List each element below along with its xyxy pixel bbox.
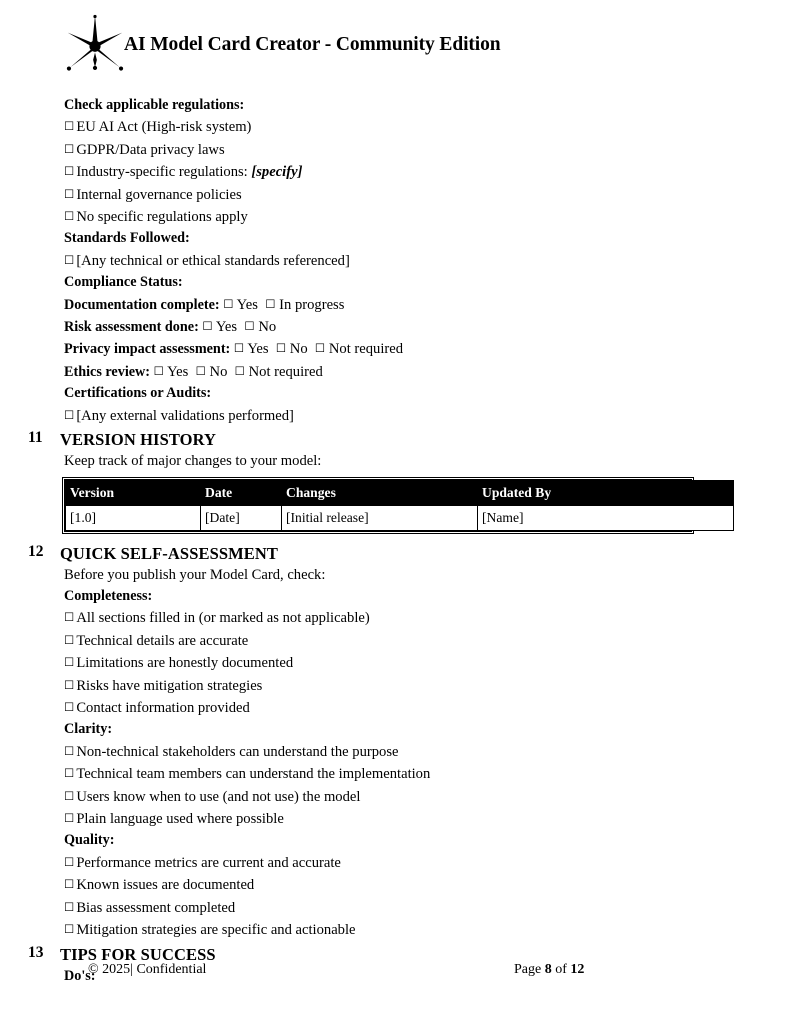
checkbox-label: [Any external validations performed] [76,407,294,424]
checkbox-label: Yes [247,341,269,358]
page-title: AI Model Card Creator - Community Edition [124,34,501,56]
checkbox-item[interactable] [64,161,788,183]
compliance-status-row [64,338,788,360]
checkbox-item[interactable] [64,763,788,785]
checkbox-icon[interactable]: ☐ [64,877,75,892]
footer-copyright: © 2025| [88,962,133,977]
document-body [0,95,788,988]
checkbox-icon[interactable]: ☐ [202,319,213,334]
checkbox-item[interactable] [64,852,788,874]
checkbox-icon[interactable]: ☐ [244,319,255,334]
checkbox-icon[interactable]: ☐ [64,632,75,647]
checkbox-icon[interactable]: ☐ [64,407,75,422]
checkbox-label: GDPR/Data privacy laws [76,141,225,158]
checkbox-label: All sections filled in (or marked as not applicable) [76,610,370,627]
checkbox-item[interactable] [64,630,788,652]
standards-label: Standards Followed: [64,230,190,247]
checkbox-item[interactable] [64,607,788,629]
table-header-row [66,480,734,505]
version-history-table [65,480,734,531]
section-title: VERSION HISTORY [60,430,217,450]
checkbox-label: Known issues are documented [76,877,255,894]
checkbox-icon[interactable]: ☐ [223,296,234,311]
group-label-completeness: Completeness: [64,587,153,604]
checkbox-item[interactable] [64,874,788,896]
self-assessment-subtitle: Before you publish your Model Card, check: [64,566,326,583]
group-label-quality: Quality: [64,832,115,849]
checkbox-label: Internal governance policies [76,186,242,203]
checkbox-icon[interactable]: ☐ [64,655,75,670]
checkbox-label: Mitigation strategies are specific and actionable [76,922,356,938]
checkbox-icon[interactable]: ☐ [64,141,75,156]
checkbox-item[interactable] [64,250,788,272]
section-version-history [0,429,788,451]
checkbox-icon[interactable]: ☐ [64,766,75,781]
checkbox-label-emphasis: [specify] [251,164,303,181]
checkbox-label: Plain language used where possible [76,810,284,827]
version-history-table-wrapper [62,477,694,534]
checkbox-label: Limitations are honestly documented [76,655,294,672]
checkbox-item[interactable] [64,741,788,763]
checkbox-label: Contact information provided [76,699,250,716]
section-number: 12 [28,542,44,560]
checkbox-label: Yes [236,296,258,313]
footer-left [88,962,206,978]
compliance-status-row [64,316,788,338]
checkbox-icon[interactable]: ☐ [64,677,75,692]
checkbox-label: Yes [167,363,189,380]
checkbox-label: Not required [328,341,404,358]
checkbox-icon[interactable]: ☐ [314,341,326,356]
row-key: Ethics review: [64,363,151,380]
checkbox-icon[interactable]: ☐ [64,810,75,825]
footer-page-indicator [514,962,584,978]
checkbox-icon[interactable]: ☐ [64,610,75,625]
checkbox-item[interactable] [64,405,788,427]
checkbox-icon[interactable]: ☐ [64,699,75,714]
table-row[interactable] [66,505,734,530]
row-key: Documentation complete: [64,296,220,313]
checkbox-label: Yes [215,319,238,336]
checkbox-label: EU AI Act (High-risk system) [76,119,252,136]
checkbox-icon[interactable]: ☐ [64,788,75,803]
section-title: QUICK SELF-ASSESSMENT [60,543,279,563]
version-history-subtitle: Keep track of major changes to your model: [64,453,322,470]
checkbox-label: No [289,341,308,358]
checkbox-item[interactable] [64,675,788,697]
checkbox-item[interactable] [64,808,788,830]
page-total-number: 12 [570,962,585,977]
checkbox-icon[interactable]: ☐ [195,363,206,378]
checkbox-item[interactable] [64,206,788,228]
regulations-label: Check applicable regulations: [64,97,245,113]
certifications-label: Certifications or Audits: [64,385,212,402]
group-label-clarity: Clarity: [64,721,113,738]
checkbox-icon[interactable]: ☐ [64,922,75,936]
checkbox-item[interactable] [64,697,788,719]
checkbox-label: Not required [248,363,323,380]
checkbox-icon[interactable]: ☐ [64,209,75,224]
checkbox-icon[interactable]: ☐ [64,854,75,869]
column-header-changes: Changes [282,480,478,505]
page-label-prefix: Page [514,962,542,977]
column-header-date: Date [201,480,282,505]
compliance-status-label: Compliance Status: [64,274,183,291]
checkbox-icon[interactable]: ☐ [64,119,75,134]
row-key: Risk assessment done: [64,319,199,336]
checkbox-label: Performance metrics are current and accurate [76,854,341,871]
section-number: 13 [28,944,44,962]
checkbox-item[interactable] [64,116,788,138]
column-header-updated-by: Updated By [478,480,734,505]
page-current-number: 8 [544,962,552,977]
checkbox-label: Bias assessment completed [76,899,236,916]
checkbox-label: No [258,319,277,336]
checkbox-icon[interactable]: ☐ [265,296,276,311]
checkbox-label: Industry-specific regulations: [76,164,252,181]
checkbox-label: Non-technical stakeholders can understand the purpose [76,743,399,760]
checkbox-label: Risks have mitigation strategies [76,677,263,694]
checkbox-item[interactable] [64,652,788,674]
star-burst-icon [64,14,126,76]
checkbox-icon[interactable]: ☐ [233,341,245,356]
checkbox-item[interactable] [64,139,788,161]
checkbox-icon[interactable]: ☐ [64,899,75,914]
checkbox-icon[interactable]: ☐ [64,743,75,758]
checkbox-icon[interactable]: ☐ [234,363,245,378]
checkbox-label: Technical team members can understand the implementation [76,766,431,783]
document-header [64,10,501,80]
checkbox-item[interactable] [64,897,788,919]
checkbox-label: No [209,363,228,380]
compliance-status-row [64,294,788,316]
checkbox-icon[interactable]: ☐ [64,164,75,179]
checkbox-label: Technical details are accurate [76,632,249,649]
checkbox-label: In progress [279,296,345,313]
cell-changes[interactable]: [Initial release] [282,505,478,530]
section-quick-self-assessment [0,543,788,565]
column-header-version: Version [66,480,201,505]
checkbox-item[interactable] [64,184,788,206]
checkbox-icon[interactable]: ☐ [64,186,75,201]
checkbox-icon[interactable]: ☐ [153,363,164,378]
checkbox-icon[interactable]: ☐ [275,341,287,356]
checkbox-label: [Any technical or ethical standards referenced] [76,252,350,269]
checkbox-label: Users know when to use (and not use) the model [76,788,361,805]
footer-classification: Confidential [136,962,207,977]
cell-date[interactable]: [Date] [201,505,282,530]
cell-updated-by[interactable]: [Name] [478,505,734,530]
compliance-status-row [64,361,788,383]
page-label-of: of [555,962,567,977]
row-key: Privacy impact assessment: [64,341,231,358]
checkbox-label: No specific regulations apply [76,209,248,226]
checkbox-item[interactable] [64,919,788,941]
section-number: 11 [28,429,43,447]
checkbox-item[interactable] [64,786,788,808]
tips-subtitle: Do's: [64,968,96,985]
section-title: TIPS FOR SUCCESS [60,945,216,965]
document-footer [0,962,788,982]
cell-version[interactable]: [1.0] [66,505,201,530]
checkbox-icon[interactable]: ☐ [64,252,75,267]
